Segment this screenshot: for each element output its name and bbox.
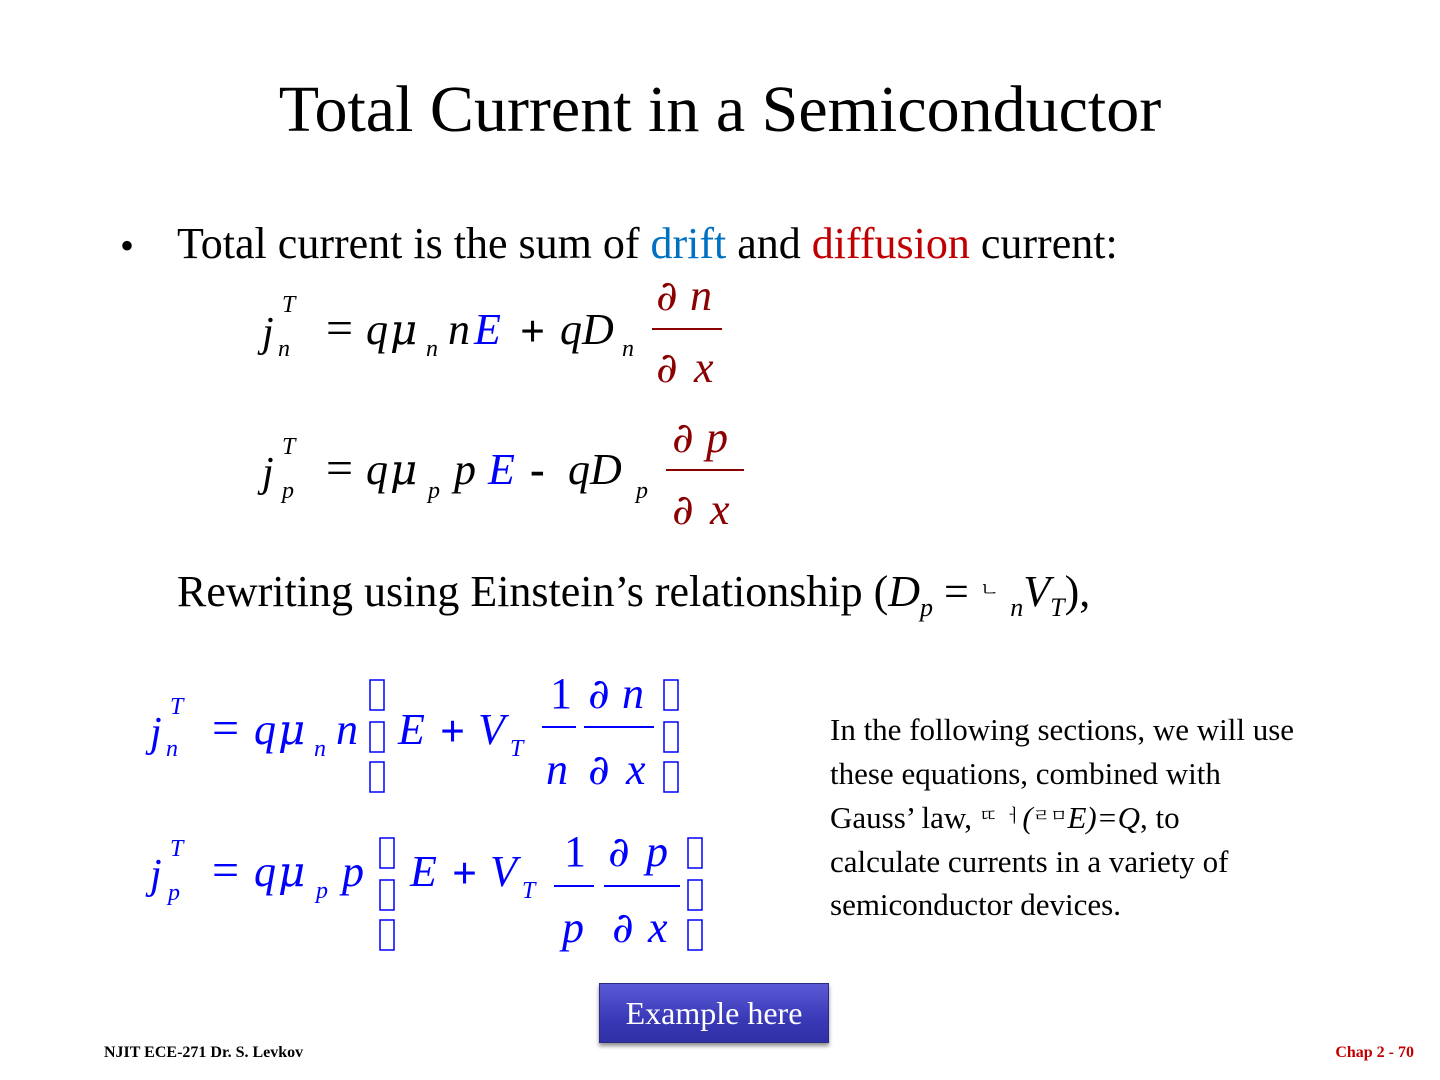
svg-text:T: T xyxy=(170,694,184,720)
rewrite-V-sub: T xyxy=(1050,593,1065,622)
svg-text:n: n xyxy=(622,336,634,362)
svg-text:p: p xyxy=(706,413,728,462)
svg-text:=: = xyxy=(326,302,354,355)
footer-course: NJIT ECE-271 Dr. S. Levkov xyxy=(104,1044,304,1061)
svg-text:-: - xyxy=(530,445,545,494)
svg-text:T: T xyxy=(282,434,296,460)
bullet-text-and: and xyxy=(726,219,812,268)
svg-text:=: = xyxy=(212,844,240,897)
svg-text:V: V xyxy=(490,847,517,896)
svg-text:∂: ∂ xyxy=(588,669,610,718)
svg-text:∂: ∂ xyxy=(656,343,678,392)
svg-text:∂: ∂ xyxy=(672,485,694,534)
svg-text:q: q xyxy=(254,847,276,896)
svg-text:p: p xyxy=(282,478,294,504)
svg-text:+: + xyxy=(520,307,546,356)
side-note-glyph-3: ㄹㅁ xyxy=(1032,806,1068,827)
svg-text:n: n xyxy=(448,305,470,354)
rewrite-suffix: ), xyxy=(1064,567,1091,616)
side-note-line-2: these equations, combined with xyxy=(830,755,1221,791)
svg-text:μ: μ xyxy=(390,305,418,354)
svg-text:V: V xyxy=(478,705,505,754)
svg-text:j: j xyxy=(262,310,274,356)
svg-text:n: n xyxy=(314,736,326,762)
svg-text:qD: qD xyxy=(568,445,622,494)
rewrite-glyph: ㄴ xyxy=(979,577,1000,601)
svg-text:q: q xyxy=(366,305,388,354)
svg-text:p: p xyxy=(428,478,440,504)
svg-text:x: x xyxy=(648,903,668,952)
svg-text:μ: μ xyxy=(278,847,306,896)
svg-text:q: q xyxy=(366,445,388,494)
rewrite-prefix: Rewriting using Einstein’s relationship ( xyxy=(177,567,889,616)
svg-text:μ: μ xyxy=(390,445,418,494)
footer-page-number: Chap 2 - 70 xyxy=(1335,1044,1414,1061)
svg-text:n: n xyxy=(336,705,358,754)
svg-text:n: n xyxy=(622,669,644,718)
svg-text:1: 1 xyxy=(550,669,572,718)
side-note-paren: ( xyxy=(1022,800,1033,835)
side-note-glyph-1: ㄸ xyxy=(979,806,998,827)
svg-text:p: p xyxy=(316,878,328,904)
svg-text:qD: qD xyxy=(560,305,614,354)
svg-text:n: n xyxy=(426,336,438,362)
svg-text:p: p xyxy=(646,827,668,876)
side-note-line-1: In the following sections, we will use xyxy=(830,712,1295,747)
svg-text:x: x xyxy=(710,485,730,534)
svg-text:∂: ∂ xyxy=(608,827,630,876)
svg-text:=: = xyxy=(212,702,240,755)
side-note-formula: E)=Q xyxy=(1067,800,1141,835)
rewrite-D-sub: p xyxy=(920,593,934,622)
svg-text:j: j xyxy=(150,852,162,898)
drift-word: drift xyxy=(650,219,727,268)
rewrite-V: V xyxy=(1023,567,1051,616)
svg-text:q: q xyxy=(254,705,276,754)
svg-text:p: p xyxy=(168,880,180,906)
slide-title: Total Current in a Semiconductor xyxy=(278,73,1162,146)
side-note-gauss: Gauss’ law, xyxy=(830,800,980,835)
svg-text:μ: μ xyxy=(278,705,306,754)
rewrite-n-sub: n xyxy=(1010,593,1024,622)
side-note xyxy=(830,708,1390,927)
svg-text:n: n xyxy=(278,336,290,362)
svg-text:=: = xyxy=(326,442,354,495)
svg-text:E: E xyxy=(474,305,501,354)
svg-text:E: E xyxy=(398,705,425,754)
svg-text:E: E xyxy=(410,847,437,896)
svg-text:n: n xyxy=(546,745,568,794)
svg-text:j: j xyxy=(150,710,162,756)
svg-text:j: j xyxy=(262,450,274,496)
side-note-line-4: calculate currents in a variety of xyxy=(830,843,1229,879)
side-note-line-3 xyxy=(830,795,1390,840)
svg-text:n: n xyxy=(690,271,712,320)
svg-text:p: p xyxy=(342,847,364,896)
svg-text:p: p xyxy=(636,478,648,504)
bullet-text-end: current: xyxy=(969,219,1118,268)
svg-text:1: 1 xyxy=(564,827,586,876)
svg-text:x: x xyxy=(694,343,714,392)
svg-text:x: x xyxy=(626,745,646,794)
svg-text:+: + xyxy=(440,707,466,756)
svg-text:T: T xyxy=(522,878,536,904)
svg-text:∂: ∂ xyxy=(612,903,634,952)
bullet-text-start: Total current is the sum of xyxy=(177,219,651,268)
svg-text:E: E xyxy=(488,445,515,494)
example-here-button[interactable]: Example here xyxy=(599,983,829,1043)
svg-text:∂: ∂ xyxy=(672,413,694,462)
svg-text:p: p xyxy=(562,903,584,952)
svg-text:p: p xyxy=(454,445,476,494)
side-note-to: , to xyxy=(1140,800,1180,835)
svg-text:∂: ∂ xyxy=(656,271,678,320)
svg-text:+: + xyxy=(452,849,478,898)
svg-text:T: T xyxy=(510,736,524,762)
rewrite-D: D xyxy=(888,567,921,616)
side-note-line-5: semiconductor devices. xyxy=(830,887,1121,922)
bullet-dot: • xyxy=(120,223,135,268)
svg-text:∂: ∂ xyxy=(588,745,610,794)
svg-text:T: T xyxy=(170,836,184,862)
svg-text:n: n xyxy=(166,736,178,762)
rewrite-equals: = xyxy=(933,567,980,616)
side-note-glyph-2: ㅓ xyxy=(1004,806,1023,827)
diffusion-word: diffusion xyxy=(811,219,970,268)
svg-text:T: T xyxy=(282,292,296,318)
